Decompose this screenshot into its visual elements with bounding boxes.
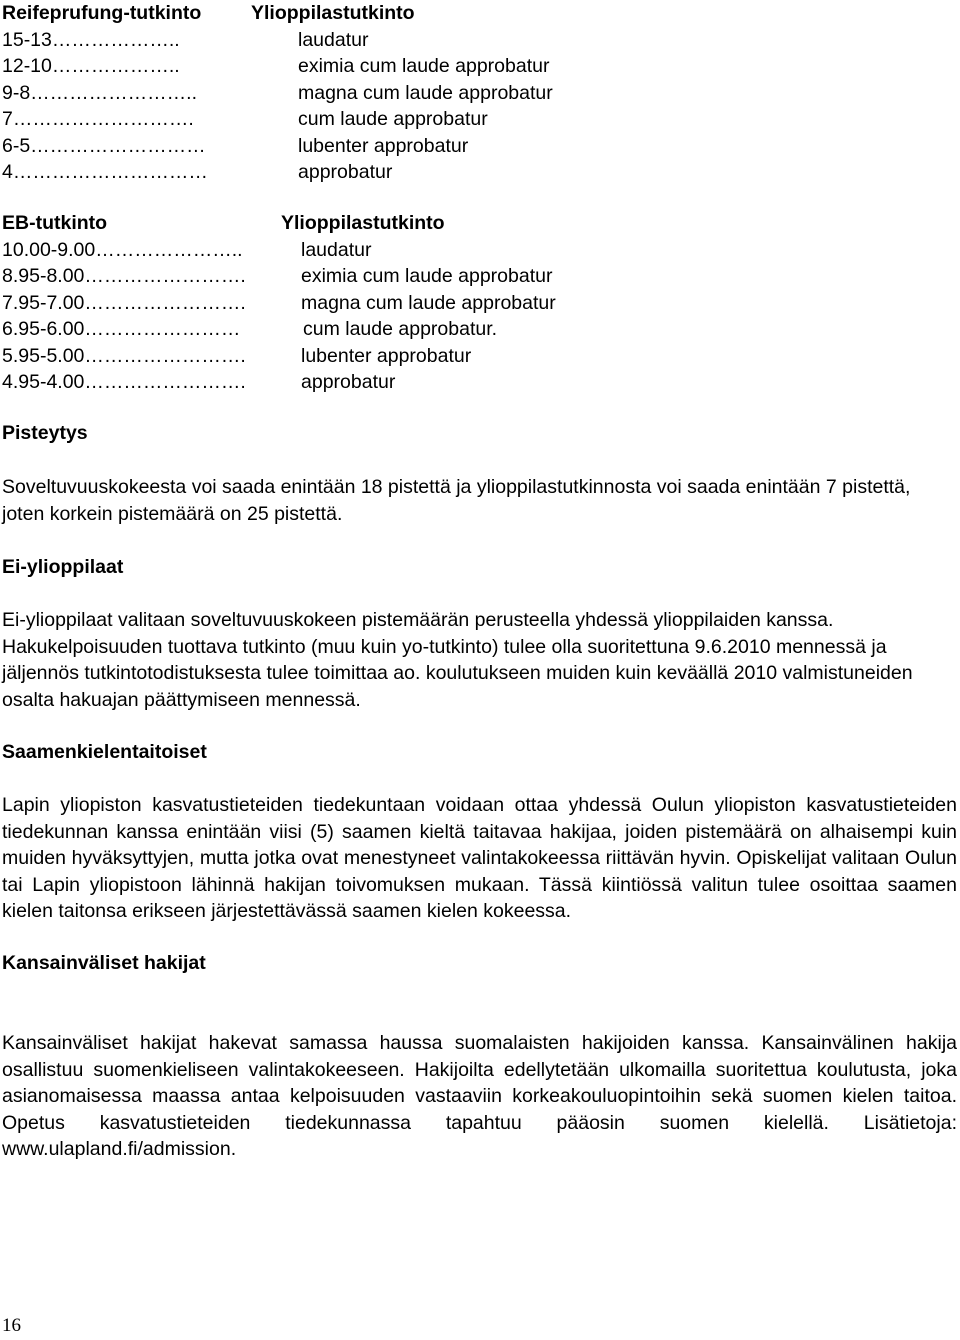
- grade-name: laudatur: [301, 238, 372, 261]
- grade-range: 6.95-6.00……………………: [2, 318, 241, 340]
- grade-name: eximia cum laude approbatur: [298, 55, 550, 77]
- grade-range: 10.00-9.00…………………..: [2, 238, 243, 261]
- heading-pisteytys: Pisteytys: [2, 422, 88, 444]
- heading-ei-ylioppilaat: Ei-ylioppilaat: [2, 556, 124, 578]
- grade-name: eximia cum laude approbatur: [301, 265, 553, 287]
- grade-range: 12-10………………..: [2, 55, 180, 77]
- grade-range: 4…………………………: [2, 161, 208, 183]
- grade-name: cum laude approbatur.: [303, 318, 498, 340]
- grade-range: 4.95-4.00…………………….: [2, 371, 246, 393]
- grade-name: cum laude approbatur: [298, 108, 488, 130]
- grade-name: laudatur: [298, 28, 369, 51]
- grade-name: lubenter approbatur: [298, 134, 469, 157]
- table-header-left: EB-tutkinto: [2, 212, 108, 234]
- grade-name: lubenter approbatur: [301, 344, 472, 367]
- grade-name: magna cum laude approbatur: [298, 81, 553, 104]
- grade-name: magna cum laude approbatur: [301, 291, 556, 314]
- grade-range: 9-8……………………..: [2, 81, 198, 104]
- grade-range: 7.95-7.00…………………….: [2, 291, 246, 314]
- table-header-right: Ylioppilastutkinto: [281, 212, 445, 234]
- grade-range: 8.95-8.00…………………….: [2, 265, 246, 287]
- heading-kansainvaliset-hakijat: Kansainväliset hakijat: [2, 952, 206, 974]
- grade-range: 7……………………….: [2, 108, 194, 130]
- grade-range: 5.95-5.00…………………….: [2, 344, 246, 367]
- paragraph-pisteytys: Soveltuvuuskokeesta voi saada enintään 18 pistettä ja ylioppilastutkinnosta voi saada enintään 7 pistettä, joten korkein pistemäärä on 25 pistettä.: [2, 476, 911, 525]
- grade-name: approbatur: [298, 161, 393, 183]
- paragraph-ei-ylioppilaat: Ei-ylioppilaat valitaan soveltuvuuskokeen pistemäärän perusteella yhdessä ylioppilaiden kanssa. Hakukelpoisuuden tuottava tutkinto (muu kuin yo-tutkinto) tulee olla suoritettuna 9.6.2010 mennessä ja jäljennös tutkintotodistuksesta tulee toimittaa ao. koulutukseen muiden kuin keväällä 2010 valmistuneiden osalta hakuajan päättymiseen mennessä.: [2, 609, 913, 711]
- page-number: 16: [2, 1315, 21, 1336]
- table-header-right: Ylioppilastutkinto: [251, 2, 415, 24]
- heading-saamenkielentaitoiset: Saamenkielentaitoiset: [2, 741, 207, 763]
- table-header-left: Reifeprufung-tutkinto: [2, 2, 202, 24]
- paragraph-kansainvaliset-hakijat: Kansainväliset hakijat hakevat samassa haussa suomalaisten hakijoiden kanssa. Kansainvälinen hakija osallistuu suomenkieliseen valintakokeeseen. Hakijoilta edellytetään ulkomailla suoritettua koulutusta, joka asianomaisessa maassa antaa kelpoisuuden vastaaviin korkeakouluopintoihin sekä suomen kielen taitoa. Opetus kasvatustieteiden tiedekunnassa tapahtuu pääosin suomen kielellä. Lisätietoja: www.ulapland.fi/admission.: [2, 1032, 957, 1160]
- grade-range: 15-13………………..: [2, 28, 180, 51]
- grade-range: 6-5………………………: [2, 134, 206, 157]
- grade-name: approbatur: [301, 371, 396, 393]
- paragraph-saamenkielentaitoiset: Lapin yliopiston kasvatustieteiden tiedekuntaan voidaan ottaa yhdessä Oulun yliopiston kasvatustieteiden tiedekunnan kanssa enintään viisi (5) saamen kieltä taitavaa hakijaa, joiden pistemäärä on alhaisempi kuin muiden hyväksyttyjen, mutta jotka ovat menestyneet valintakokeessa riittävän hyvin. Opiskelijat valitaan Oulun tai Lapin yliopistoon lähinnä hakijan toivomuksen mukaan. Tässä kiintiössä valitun tulee osoittaa saamen kielen taitonsa erikseen järjestettävässä saamen kielen kokeessa.: [2, 794, 957, 922]
